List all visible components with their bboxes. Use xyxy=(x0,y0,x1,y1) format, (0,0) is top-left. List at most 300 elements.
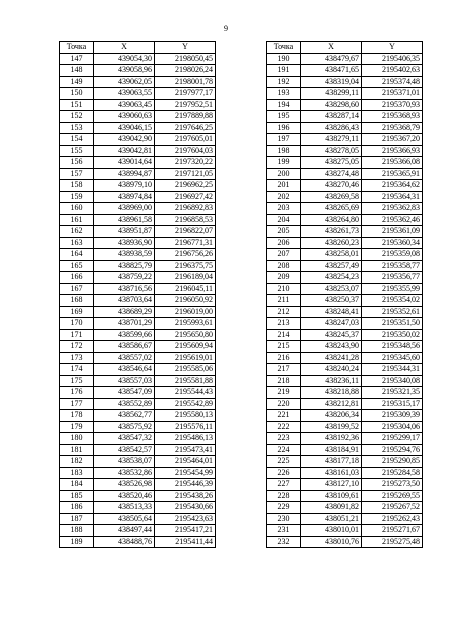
point-number-cell: 173 xyxy=(60,352,94,364)
table-row xyxy=(60,65,216,77)
x-coordinate-cell: 438287,14 xyxy=(301,111,362,123)
y-coordinate-cell: 2195438,26 xyxy=(155,490,216,502)
table-row xyxy=(267,490,423,502)
table-row xyxy=(60,157,216,169)
point-number-cell: 155 xyxy=(60,145,94,157)
point-number-cell: 209 xyxy=(267,272,301,284)
header-x: X xyxy=(94,42,155,54)
table-row xyxy=(60,53,216,65)
x-coordinate-cell: 438575,92 xyxy=(94,421,155,433)
table-row xyxy=(60,295,216,307)
y-coordinate-cell: 2196858,53 xyxy=(155,214,216,226)
x-coordinate-cell: 438299,11 xyxy=(301,88,362,100)
x-coordinate-cell: 439046,15 xyxy=(94,122,155,134)
table-row xyxy=(60,364,216,376)
point-number-cell: 211 xyxy=(267,295,301,307)
point-number-cell: 222 xyxy=(267,421,301,433)
x-coordinate-cell: 438127,10 xyxy=(301,479,362,491)
y-coordinate-cell: 2195362,83 xyxy=(362,203,423,215)
table-row xyxy=(60,180,216,192)
x-coordinate-cell: 438497,44 xyxy=(94,525,155,537)
y-coordinate-cell: 2195356,77 xyxy=(362,272,423,284)
table-row xyxy=(60,502,216,514)
x-coordinate-cell: 439063,55 xyxy=(94,88,155,100)
table-row xyxy=(60,111,216,123)
y-coordinate-cell: 2195315,17 xyxy=(362,398,423,410)
point-number-cell: 203 xyxy=(267,203,301,215)
point-number-cell: 225 xyxy=(267,456,301,468)
x-coordinate-cell: 438286,43 xyxy=(301,122,362,134)
page-number: 9 xyxy=(224,24,228,33)
point-number-cell: 169 xyxy=(60,306,94,318)
x-coordinate-cell: 438270,46 xyxy=(301,180,362,192)
y-coordinate-cell: 2195367,20 xyxy=(362,134,423,146)
table-row xyxy=(60,513,216,525)
table-row xyxy=(267,260,423,272)
y-coordinate-cell: 2195430,66 xyxy=(155,502,216,514)
point-number-cell: 160 xyxy=(60,203,94,215)
point-number-cell: 213 xyxy=(267,318,301,330)
x-coordinate-cell: 438010,01 xyxy=(301,525,362,537)
y-coordinate-cell: 2195345,60 xyxy=(362,352,423,364)
y-coordinate-cell: 2196927,42 xyxy=(155,191,216,203)
y-coordinate-cell: 2197121,05 xyxy=(155,168,216,180)
point-number-cell: 170 xyxy=(60,318,94,330)
point-number-cell: 162 xyxy=(60,226,94,238)
x-coordinate-cell: 438825,79 xyxy=(94,260,155,272)
table-row xyxy=(267,433,423,445)
table-row xyxy=(60,536,216,548)
point-number-cell: 223 xyxy=(267,433,301,445)
y-coordinate-cell: 2195299,17 xyxy=(362,433,423,445)
point-number-cell: 148 xyxy=(60,65,94,77)
point-number-cell: 208 xyxy=(267,260,301,272)
x-coordinate-cell: 438184,91 xyxy=(301,444,362,456)
table-row xyxy=(60,191,216,203)
y-coordinate-cell: 2195275,48 xyxy=(362,536,423,548)
x-coordinate-cell: 438245,37 xyxy=(301,329,362,341)
table-row xyxy=(60,433,216,445)
point-number-cell: 159 xyxy=(60,191,94,203)
y-coordinate-cell: 2196019,00 xyxy=(155,306,216,318)
table-body-left xyxy=(60,53,216,548)
x-coordinate-cell: 438951,87 xyxy=(94,226,155,238)
y-coordinate-cell: 2195619,01 xyxy=(155,352,216,364)
y-coordinate-cell: 2195304,06 xyxy=(362,421,423,433)
point-number-cell: 195 xyxy=(267,111,301,123)
y-coordinate-cell: 2195267,52 xyxy=(362,502,423,514)
x-coordinate-cell: 438488,76 xyxy=(94,536,155,548)
y-coordinate-cell: 2195290,85 xyxy=(362,456,423,468)
y-coordinate-cell: 2196189,04 xyxy=(155,272,216,284)
point-number-cell: 176 xyxy=(60,387,94,399)
table-row xyxy=(267,352,423,364)
table-row xyxy=(60,283,216,295)
table-row xyxy=(267,364,423,376)
x-coordinate-cell: 438243,90 xyxy=(301,341,362,353)
y-coordinate-cell: 2197889,88 xyxy=(155,111,216,123)
table-row xyxy=(267,168,423,180)
point-number-cell: 207 xyxy=(267,249,301,261)
x-coordinate-cell: 439042,90 xyxy=(94,134,155,146)
point-number-cell: 219 xyxy=(267,387,301,399)
point-number-cell: 199 xyxy=(267,157,301,169)
y-coordinate-cell: 2195368,79 xyxy=(362,122,423,134)
y-coordinate-cell: 2195417,21 xyxy=(155,525,216,537)
x-coordinate-cell: 438274,48 xyxy=(301,168,362,180)
x-coordinate-cell: 438703,64 xyxy=(94,295,155,307)
table-row xyxy=(267,467,423,479)
table-row xyxy=(60,329,216,341)
x-coordinate-cell: 438051,21 xyxy=(301,513,362,525)
y-coordinate-cell: 2198050,45 xyxy=(155,53,216,65)
x-coordinate-cell: 438278,05 xyxy=(301,145,362,157)
x-coordinate-cell: 438240,24 xyxy=(301,364,362,376)
y-coordinate-cell: 2195284,58 xyxy=(362,467,423,479)
y-coordinate-cell: 2195993,61 xyxy=(155,318,216,330)
x-coordinate-cell: 438010,76 xyxy=(301,536,362,548)
point-number-cell: 187 xyxy=(60,513,94,525)
y-coordinate-cell: 2195576,11 xyxy=(155,421,216,433)
point-number-cell: 230 xyxy=(267,513,301,525)
y-coordinate-cell: 2195650,80 xyxy=(155,329,216,341)
x-coordinate-cell: 438254,23 xyxy=(301,272,362,284)
x-coordinate-cell: 439062,05 xyxy=(94,76,155,88)
y-coordinate-cell: 2196771,31 xyxy=(155,237,216,249)
y-coordinate-cell: 2195355,99 xyxy=(362,283,423,295)
point-number-cell: 152 xyxy=(60,111,94,123)
table-row xyxy=(267,272,423,284)
point-number-cell: 180 xyxy=(60,433,94,445)
x-coordinate-cell: 438248,41 xyxy=(301,306,362,318)
point-number-cell: 168 xyxy=(60,295,94,307)
y-coordinate-cell: 2195351,50 xyxy=(362,318,423,330)
table-row xyxy=(60,490,216,502)
table-header-row xyxy=(267,42,423,54)
coordinates-table-left xyxy=(59,41,216,548)
point-number-cell: 224 xyxy=(267,444,301,456)
x-coordinate-cell: 438538,07 xyxy=(94,456,155,468)
point-number-cell: 177 xyxy=(60,398,94,410)
x-coordinate-cell: 438557,03 xyxy=(94,375,155,387)
table-header-row xyxy=(60,42,216,54)
table-row xyxy=(267,318,423,330)
y-coordinate-cell: 2197646,25 xyxy=(155,122,216,134)
x-coordinate-cell: 438547,09 xyxy=(94,387,155,399)
y-coordinate-cell: 2195273,50 xyxy=(362,479,423,491)
x-coordinate-cell: 438546,64 xyxy=(94,364,155,376)
table-row xyxy=(267,375,423,387)
y-coordinate-cell: 2195585,06 xyxy=(155,364,216,376)
table-row xyxy=(267,295,423,307)
x-coordinate-cell: 438250,37 xyxy=(301,295,362,307)
y-coordinate-cell: 2195368,93 xyxy=(362,111,423,123)
table-row xyxy=(267,398,423,410)
table-row xyxy=(267,134,423,146)
y-coordinate-cell: 2195269,55 xyxy=(362,490,423,502)
point-number-cell: 204 xyxy=(267,214,301,226)
x-coordinate-cell: 438258,01 xyxy=(301,249,362,261)
table-row xyxy=(267,283,423,295)
table-row xyxy=(267,111,423,123)
y-coordinate-cell: 2196892,83 xyxy=(155,203,216,215)
point-number-cell: 167 xyxy=(60,283,94,295)
x-coordinate-cell: 439060,63 xyxy=(94,111,155,123)
point-number-cell: 202 xyxy=(267,191,301,203)
table-row xyxy=(60,88,216,100)
point-number-cell: 197 xyxy=(267,134,301,146)
y-coordinate-cell: 2197605,01 xyxy=(155,134,216,146)
point-number-cell: 147 xyxy=(60,53,94,65)
y-coordinate-cell: 2195486,13 xyxy=(155,433,216,445)
x-coordinate-cell: 438759,22 xyxy=(94,272,155,284)
x-coordinate-cell: 439058,96 xyxy=(94,65,155,77)
point-number-cell: 150 xyxy=(60,88,94,100)
y-coordinate-cell: 2196045,11 xyxy=(155,283,216,295)
x-coordinate-cell: 438936,90 xyxy=(94,237,155,249)
y-coordinate-cell: 2196050,92 xyxy=(155,295,216,307)
point-number-cell: 206 xyxy=(267,237,301,249)
point-number-cell: 210 xyxy=(267,283,301,295)
x-coordinate-cell: 438479,67 xyxy=(301,53,362,65)
point-number-cell: 214 xyxy=(267,329,301,341)
table-row xyxy=(60,525,216,537)
y-coordinate-cell: 2195364,31 xyxy=(362,191,423,203)
y-coordinate-cell: 2195454,99 xyxy=(155,467,216,479)
point-number-cell: 212 xyxy=(267,306,301,318)
y-coordinate-cell: 2195542,89 xyxy=(155,398,216,410)
x-coordinate-cell: 438279,11 xyxy=(301,134,362,146)
y-coordinate-cell: 2195371,01 xyxy=(362,88,423,100)
table-row xyxy=(267,249,423,261)
y-coordinate-cell: 2195364,62 xyxy=(362,180,423,192)
point-number-cell: 165 xyxy=(60,260,94,272)
x-coordinate-cell: 438247,03 xyxy=(301,318,362,330)
x-coordinate-cell: 438298,60 xyxy=(301,99,362,111)
point-number-cell: 192 xyxy=(267,76,301,88)
y-coordinate-cell: 2195402,63 xyxy=(362,65,423,77)
table-row xyxy=(60,203,216,215)
point-number-cell: 198 xyxy=(267,145,301,157)
y-coordinate-cell: 2195365,91 xyxy=(362,168,423,180)
point-number-cell: 178 xyxy=(60,410,94,422)
y-coordinate-cell: 2195360,34 xyxy=(362,237,423,249)
point-number-cell: 151 xyxy=(60,99,94,111)
table-row xyxy=(267,53,423,65)
table-row xyxy=(267,65,423,77)
point-number-cell: 185 xyxy=(60,490,94,502)
point-number-cell: 217 xyxy=(267,364,301,376)
header-x: X xyxy=(301,42,362,54)
table-row xyxy=(60,318,216,330)
y-coordinate-cell: 2196962,25 xyxy=(155,180,216,192)
y-coordinate-cell: 2196756,26 xyxy=(155,249,216,261)
y-coordinate-cell: 2195366,08 xyxy=(362,157,423,169)
point-number-cell: 183 xyxy=(60,467,94,479)
x-coordinate-cell: 438471,65 xyxy=(301,65,362,77)
point-number-cell: 231 xyxy=(267,525,301,537)
point-number-cell: 179 xyxy=(60,421,94,433)
table-row xyxy=(60,444,216,456)
y-coordinate-cell: 2195370,93 xyxy=(362,99,423,111)
x-coordinate-cell: 438547,32 xyxy=(94,433,155,445)
y-coordinate-cell: 2195344,31 xyxy=(362,364,423,376)
point-number-cell: 154 xyxy=(60,134,94,146)
point-number-cell: 186 xyxy=(60,502,94,514)
point-number-cell: 216 xyxy=(267,352,301,364)
x-coordinate-cell: 438532,86 xyxy=(94,467,155,479)
y-coordinate-cell: 2196822,07 xyxy=(155,226,216,238)
table-row xyxy=(60,456,216,468)
x-coordinate-cell: 438701,29 xyxy=(94,318,155,330)
x-coordinate-cell: 438218,88 xyxy=(301,387,362,399)
y-coordinate-cell: 2195544,43 xyxy=(155,387,216,399)
x-coordinate-cell: 438265,69 xyxy=(301,203,362,215)
coordinates-table-right xyxy=(266,41,423,548)
point-number-cell: 201 xyxy=(267,180,301,192)
x-coordinate-cell: 438253,07 xyxy=(301,283,362,295)
y-coordinate-cell: 2195359,08 xyxy=(362,249,423,261)
table-row xyxy=(60,168,216,180)
x-coordinate-cell: 438177,18 xyxy=(301,456,362,468)
table-row xyxy=(267,502,423,514)
x-coordinate-cell: 438236,11 xyxy=(301,375,362,387)
x-coordinate-cell: 439042,81 xyxy=(94,145,155,157)
table-row xyxy=(60,134,216,146)
x-coordinate-cell: 438974,84 xyxy=(94,191,155,203)
point-number-cell: 194 xyxy=(267,99,301,111)
table-row xyxy=(267,387,423,399)
x-coordinate-cell: 438241,28 xyxy=(301,352,362,364)
point-number-cell: 149 xyxy=(60,76,94,88)
table-row xyxy=(60,375,216,387)
point-number-cell: 174 xyxy=(60,364,94,376)
table-row xyxy=(267,237,423,249)
x-coordinate-cell: 438505,64 xyxy=(94,513,155,525)
x-coordinate-cell: 438192,36 xyxy=(301,433,362,445)
table-row xyxy=(267,76,423,88)
point-number-cell: 221 xyxy=(267,410,301,422)
table-row xyxy=(267,306,423,318)
point-number-cell: 229 xyxy=(267,502,301,514)
point-number-cell: 182 xyxy=(60,456,94,468)
table-row xyxy=(60,226,216,238)
x-coordinate-cell: 438542,57 xyxy=(94,444,155,456)
table-row xyxy=(60,272,216,284)
point-number-cell: 161 xyxy=(60,214,94,226)
point-number-cell: 189 xyxy=(60,536,94,548)
point-number-cell: 226 xyxy=(267,467,301,479)
table-row xyxy=(267,203,423,215)
point-number-cell: 228 xyxy=(267,490,301,502)
table-row xyxy=(60,467,216,479)
table-row xyxy=(267,226,423,238)
x-coordinate-cell: 438212,81 xyxy=(301,398,362,410)
x-coordinate-cell: 438994,87 xyxy=(94,168,155,180)
x-coordinate-cell: 438275,05 xyxy=(301,157,362,169)
y-coordinate-cell: 2195309,39 xyxy=(362,410,423,422)
x-coordinate-cell: 438260,23 xyxy=(301,237,362,249)
header-point: Точка xyxy=(60,42,94,54)
y-coordinate-cell: 2197952,51 xyxy=(155,99,216,111)
x-coordinate-cell: 438109,61 xyxy=(301,490,362,502)
table-row xyxy=(267,525,423,537)
table-row xyxy=(267,88,423,100)
table-row xyxy=(267,145,423,157)
y-coordinate-cell: 2195374,48 xyxy=(362,76,423,88)
point-number-cell: 163 xyxy=(60,237,94,249)
y-coordinate-cell: 2195581,88 xyxy=(155,375,216,387)
table-row xyxy=(267,180,423,192)
table-row xyxy=(60,99,216,111)
y-coordinate-cell: 2195411,44 xyxy=(155,536,216,548)
y-coordinate-cell: 2195362,46 xyxy=(362,214,423,226)
x-coordinate-cell: 438938,59 xyxy=(94,249,155,261)
x-coordinate-cell: 438716,56 xyxy=(94,283,155,295)
y-coordinate-cell: 2196375,75 xyxy=(155,260,216,272)
point-number-cell: 227 xyxy=(267,479,301,491)
x-coordinate-cell: 438261,73 xyxy=(301,226,362,238)
x-coordinate-cell: 438969,00 xyxy=(94,203,155,215)
x-coordinate-cell: 438599,66 xyxy=(94,329,155,341)
table-row xyxy=(267,421,423,433)
y-coordinate-cell: 2195354,02 xyxy=(362,295,423,307)
y-coordinate-cell: 2195406,35 xyxy=(362,53,423,65)
table-row xyxy=(267,341,423,353)
x-coordinate-cell: 438206,34 xyxy=(301,410,362,422)
point-number-cell: 200 xyxy=(267,168,301,180)
y-coordinate-cell: 2195358,77 xyxy=(362,260,423,272)
table-row xyxy=(267,536,423,548)
table-row xyxy=(60,398,216,410)
table-row xyxy=(60,479,216,491)
y-coordinate-cell: 2195366,93 xyxy=(362,145,423,157)
point-number-cell: 205 xyxy=(267,226,301,238)
y-coordinate-cell: 2195340,08 xyxy=(362,375,423,387)
table-row xyxy=(267,444,423,456)
point-number-cell: 181 xyxy=(60,444,94,456)
x-coordinate-cell: 438199,52 xyxy=(301,421,362,433)
x-coordinate-cell: 439063,45 xyxy=(94,99,155,111)
y-coordinate-cell: 2197320,22 xyxy=(155,157,216,169)
point-number-cell: 184 xyxy=(60,479,94,491)
x-coordinate-cell: 438526,98 xyxy=(94,479,155,491)
point-number-cell: 188 xyxy=(60,525,94,537)
y-coordinate-cell: 2197604,03 xyxy=(155,145,216,157)
table-row xyxy=(267,479,423,491)
x-coordinate-cell: 438961,58 xyxy=(94,214,155,226)
point-number-cell: 190 xyxy=(267,53,301,65)
x-coordinate-cell: 438586,67 xyxy=(94,341,155,353)
table-row xyxy=(60,249,216,261)
table-row xyxy=(267,191,423,203)
x-coordinate-cell: 438979,10 xyxy=(94,180,155,192)
table-row xyxy=(60,387,216,399)
x-coordinate-cell: 438257,49 xyxy=(301,260,362,272)
table-row xyxy=(60,341,216,353)
y-coordinate-cell: 2195580,13 xyxy=(155,410,216,422)
x-coordinate-cell: 438513,33 xyxy=(94,502,155,514)
point-number-cell: 153 xyxy=(60,122,94,134)
y-coordinate-cell: 2197977,17 xyxy=(155,88,216,100)
table-body-right xyxy=(267,53,423,548)
x-coordinate-cell: 438562,77 xyxy=(94,410,155,422)
x-coordinate-cell: 438264,80 xyxy=(301,214,362,226)
table-row xyxy=(267,456,423,468)
point-number-cell: 166 xyxy=(60,272,94,284)
x-coordinate-cell: 438689,29 xyxy=(94,306,155,318)
x-coordinate-cell: 438552,89 xyxy=(94,398,155,410)
